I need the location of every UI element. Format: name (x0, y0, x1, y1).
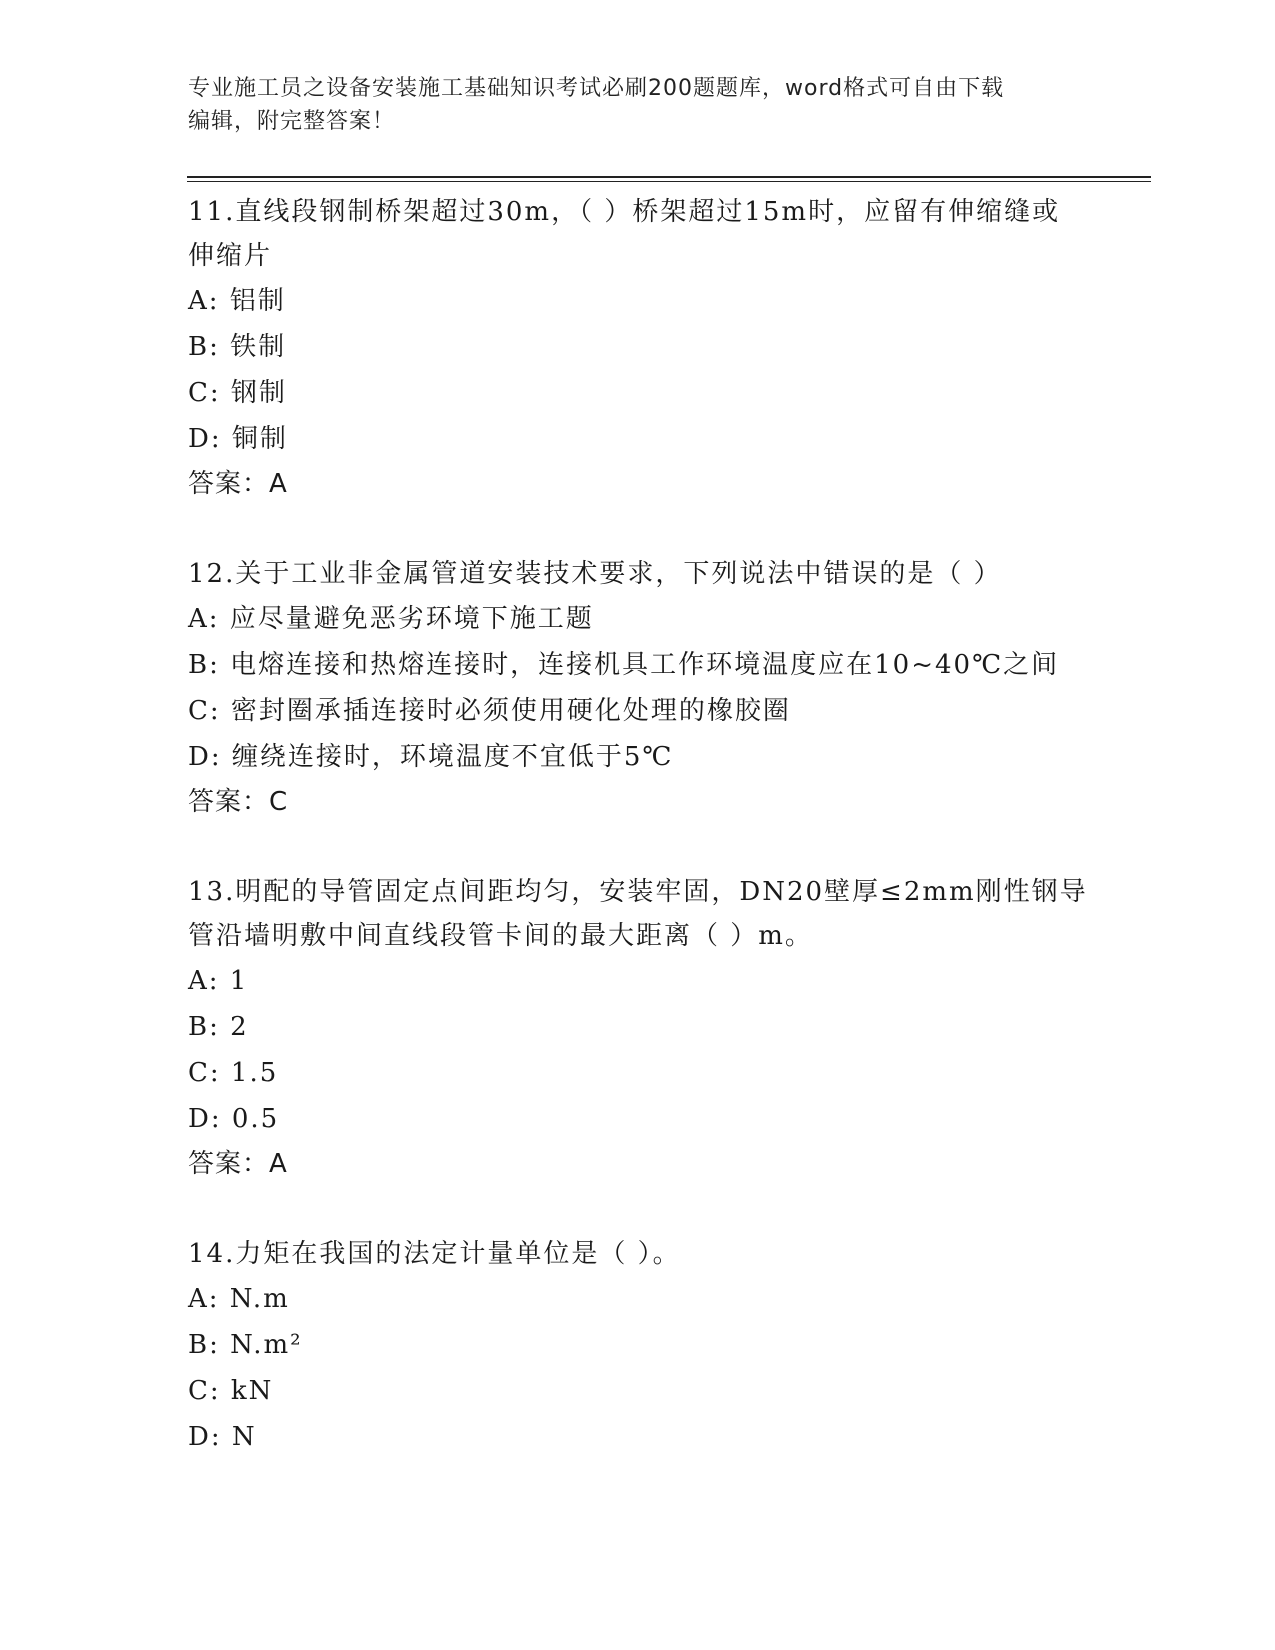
option-b: B: 电熔连接和热熔连接时，连接机具工作环境温度应在10~40℃之间 (188, 650, 1060, 680)
question-13 (188, 870, 1088, 1186)
option-d: D: 缠绕连接时，环境温度不宜低于5℃ (188, 742, 674, 772)
option-b: B: 铁制 (188, 332, 287, 362)
question-11 (188, 190, 1088, 506)
question-stem-continued: 伸缩片 (188, 241, 273, 271)
option-a: A: 应尽量避免恶劣环境下施工题 (188, 604, 594, 634)
answer: 答案：A (188, 1149, 288, 1179)
option-a: A: N.m (188, 1284, 290, 1314)
option-a: A: 铝制 (188, 286, 286, 316)
answer: 答案：A (188, 469, 288, 499)
option-a: A: 1 (188, 966, 249, 996)
option-d: D: 0.5 (188, 1104, 280, 1134)
option-b: B: 2 (188, 1012, 249, 1042)
header-line-1: 专业施工员之设备安装施工基础知识考试必刷200题题库，word格式可自由下载 (188, 76, 1005, 101)
option-c: C: 钢制 (188, 378, 287, 408)
question-stem: 11.直线段钢制桥架超过30m，（ ）桥架超过15m时，应留有伸缩缝或 (188, 197, 1061, 227)
answer: 答案：C (188, 787, 289, 817)
question-12 (188, 552, 1088, 824)
option-d: D: N (188, 1422, 257, 1452)
option-c: C: 1.5 (188, 1058, 279, 1088)
question-14 (188, 1232, 1088, 1460)
document-header (188, 72, 1088, 138)
header-line-2: 编辑，附完整答案！ (188, 109, 396, 134)
question-stem: 14.力矩在我国的法定计量单位是（ ）。 (188, 1239, 681, 1269)
question-stem: 12.关于工业非金属管道安装技术要求，下列说法中错误的是（ ） (188, 559, 1002, 589)
option-c: C: 密封圈承插连接时必须使用硬化处理的橡胶圈 (188, 696, 791, 726)
header-divider-thin (187, 181, 1151, 182)
question-stem-continued: 管沿墙明敷中间直线段管卡间的最大距离（ ）m。 (188, 921, 813, 951)
header-divider-thick (187, 176, 1151, 178)
question-list (188, 190, 1088, 1460)
option-d: D: 铜制 (188, 424, 288, 454)
option-b: B: N.m² (188, 1330, 303, 1360)
option-c: C: kN (188, 1376, 274, 1406)
question-stem: 13.明配的导管固定点间距均匀，安装牢固，DN20壁厚≤2mm刚性钢导 (188, 877, 1088, 907)
